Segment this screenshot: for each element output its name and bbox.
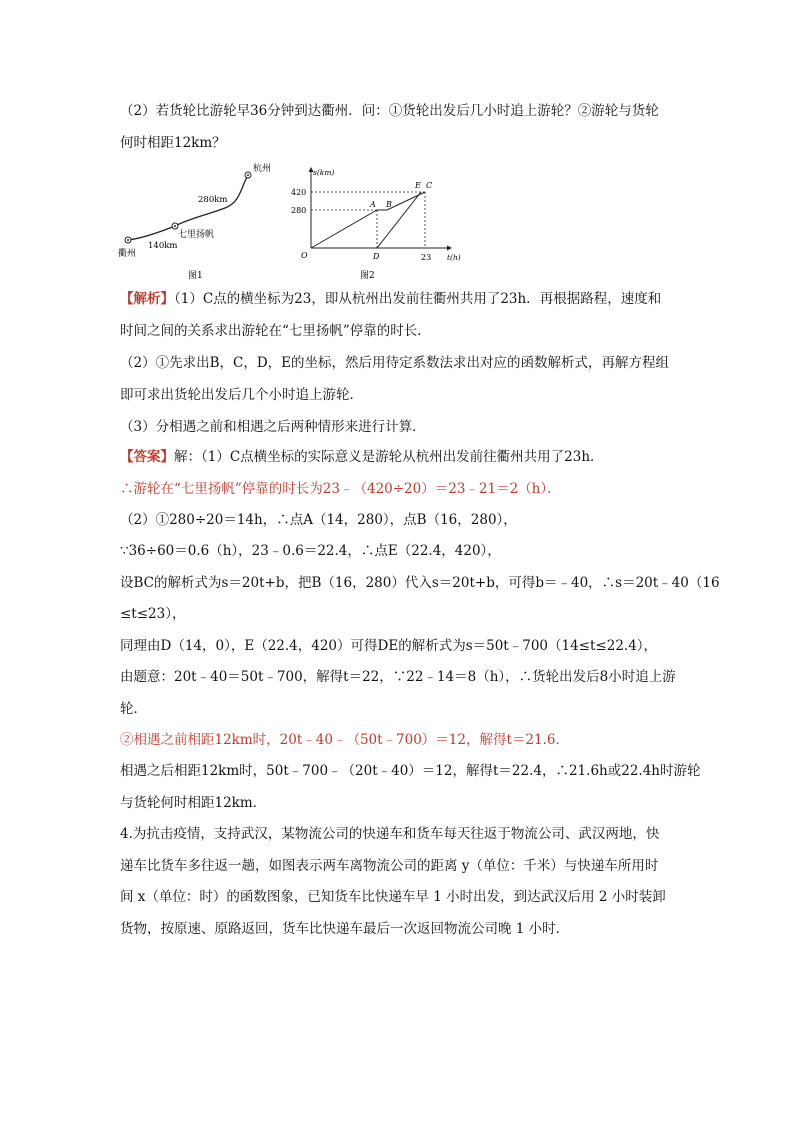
answer-tag: 【答案】 xyxy=(120,449,174,465)
analysis-text-1: （1）C点的横坐标为23，即从杭州出发前往衢州共用了23h．再根据路程，速度和 xyxy=(174,291,662,307)
problem-4-line-3: 间 x（单位：时）的函数图象，已知货车比快递车早 1 小时出发，到达武汉后用 2 小时装卸 xyxy=(120,889,666,905)
x-axis-arrow xyxy=(447,246,452,251)
analysis-line-3: （2）①先求出B，C，D，E的坐标，然后用待定系数法求出对应的函数解析式，再解方程组 xyxy=(120,355,670,371)
point-a-label: A xyxy=(370,200,376,209)
figures xyxy=(115,160,475,285)
point-c-label: C xyxy=(426,181,433,190)
answer-line-5: 设BC的解析式为s＝20t+b，把B（16，280）代入s＝20t+b，可得b＝﹣40，∴s＝20t﹣40（16 xyxy=(120,575,720,591)
analysis-line-4: 即可求出货轮出发后几个小时追上游轮． xyxy=(120,387,363,403)
analysis-line-1 xyxy=(120,290,661,308)
quzhou-label: 衢州 xyxy=(118,249,137,259)
answer-line-3: （2）①280÷20＝14h，∴点A（14，280），点B（16，280）， xyxy=(120,512,517,528)
answer-line-4: ∵36÷60＝0.6（h），23﹣0.6＝22.4，∴点E（22.4，420）， xyxy=(120,543,501,559)
analysis-line-2: 时间之间的关系求出游轮在“七里扬帆”停靠的时长． xyxy=(120,323,431,339)
figure-svg xyxy=(115,160,475,285)
analysis-tag: 【解析】 xyxy=(120,291,174,307)
cargo-ship-line xyxy=(377,192,421,248)
question-2-line-1: （2）若货轮比游轮早36分钟到达衢州．问：①货轮出发后几小时追上游轮？②游轮与货轮 xyxy=(120,103,659,119)
problem-4-line-2: 递车比货车多往返一趟，如图表示两车离物流公司的距离 y（单位：千米）与快递车所用时 xyxy=(120,858,659,874)
answer-line-2: ∴游轮在“七里扬帆”停靠的时长为23﹣（420÷20）＝23﹣21＝2（h）． xyxy=(120,481,561,497)
answer-line-9: 轮． xyxy=(120,701,147,717)
answer-line-11: 相遇之后相距12km时，50t﹣700﹣（20t﹣40）＝12，解得t＝22.4，∴21.6h或22.4h时游轮 xyxy=(120,763,701,779)
answer-text-1: 解：（1）C点横坐标的实际意义是游轮从杭州出发前往衢州共用了23h． xyxy=(174,449,604,465)
qili-label: 七里扬帆 xyxy=(178,230,215,240)
problem-4-line-1: 4.为抗击疫情，支持武汉，某物流公司的快递车和货车每天往返于物流公司、武汉两地，快 xyxy=(120,826,660,842)
point-b-label: B xyxy=(386,200,392,209)
answer-line-12: 与货轮何时相距12km． xyxy=(120,795,267,811)
figure-1-route-map xyxy=(118,162,271,281)
answer-line-1 xyxy=(120,448,604,466)
answer-line-7: 同理由D（14，0），E（22.4，420）可得DE的解析式为s＝50t﹣700（14≤t≤22.4）， xyxy=(120,638,658,654)
cruise-ship-line xyxy=(311,192,425,248)
analysis-line-5: （3）分相遇之前和相遇之后两种情形来进行计算． xyxy=(120,419,426,435)
y-axis-label: s(km) xyxy=(313,168,335,177)
tick-420: 420 xyxy=(291,188,307,197)
figure-1-caption: 图1 xyxy=(188,271,203,281)
distance-140-label: 140km xyxy=(148,241,178,251)
figure-2-graph xyxy=(291,167,461,281)
tick-280: 280 xyxy=(291,206,307,215)
hangzhou-label: 杭州 xyxy=(253,164,272,174)
distance-280-label: 280km xyxy=(198,195,228,205)
point-e-label: E xyxy=(415,181,421,190)
origin-label: O xyxy=(301,251,308,260)
problem-4-line-4: 货物，按原速、原路返回，货车比快递车最后一次返回物流公司晚 1 小时． xyxy=(120,921,570,937)
question-2-line-2: 何时相距12km？ xyxy=(120,135,226,151)
answer-line-6: ≤t≤23）， xyxy=(120,606,186,622)
answer-line-10: ②相遇之前相距12km时，20t﹣40﹣（50t﹣700）＝12，解得t＝21.6． xyxy=(120,732,569,748)
answer-line-8: 由题意：20t﹣40＝50t﹣700，解得t＝22，∵22﹣14＝8（h），∴货轮出发后8小时追上游 xyxy=(120,669,676,685)
tick-23: 23 xyxy=(421,253,432,262)
figure-2-caption: 图2 xyxy=(360,271,375,281)
point-d-label: D xyxy=(373,252,380,261)
x-axis-label: t(h) xyxy=(447,253,461,262)
